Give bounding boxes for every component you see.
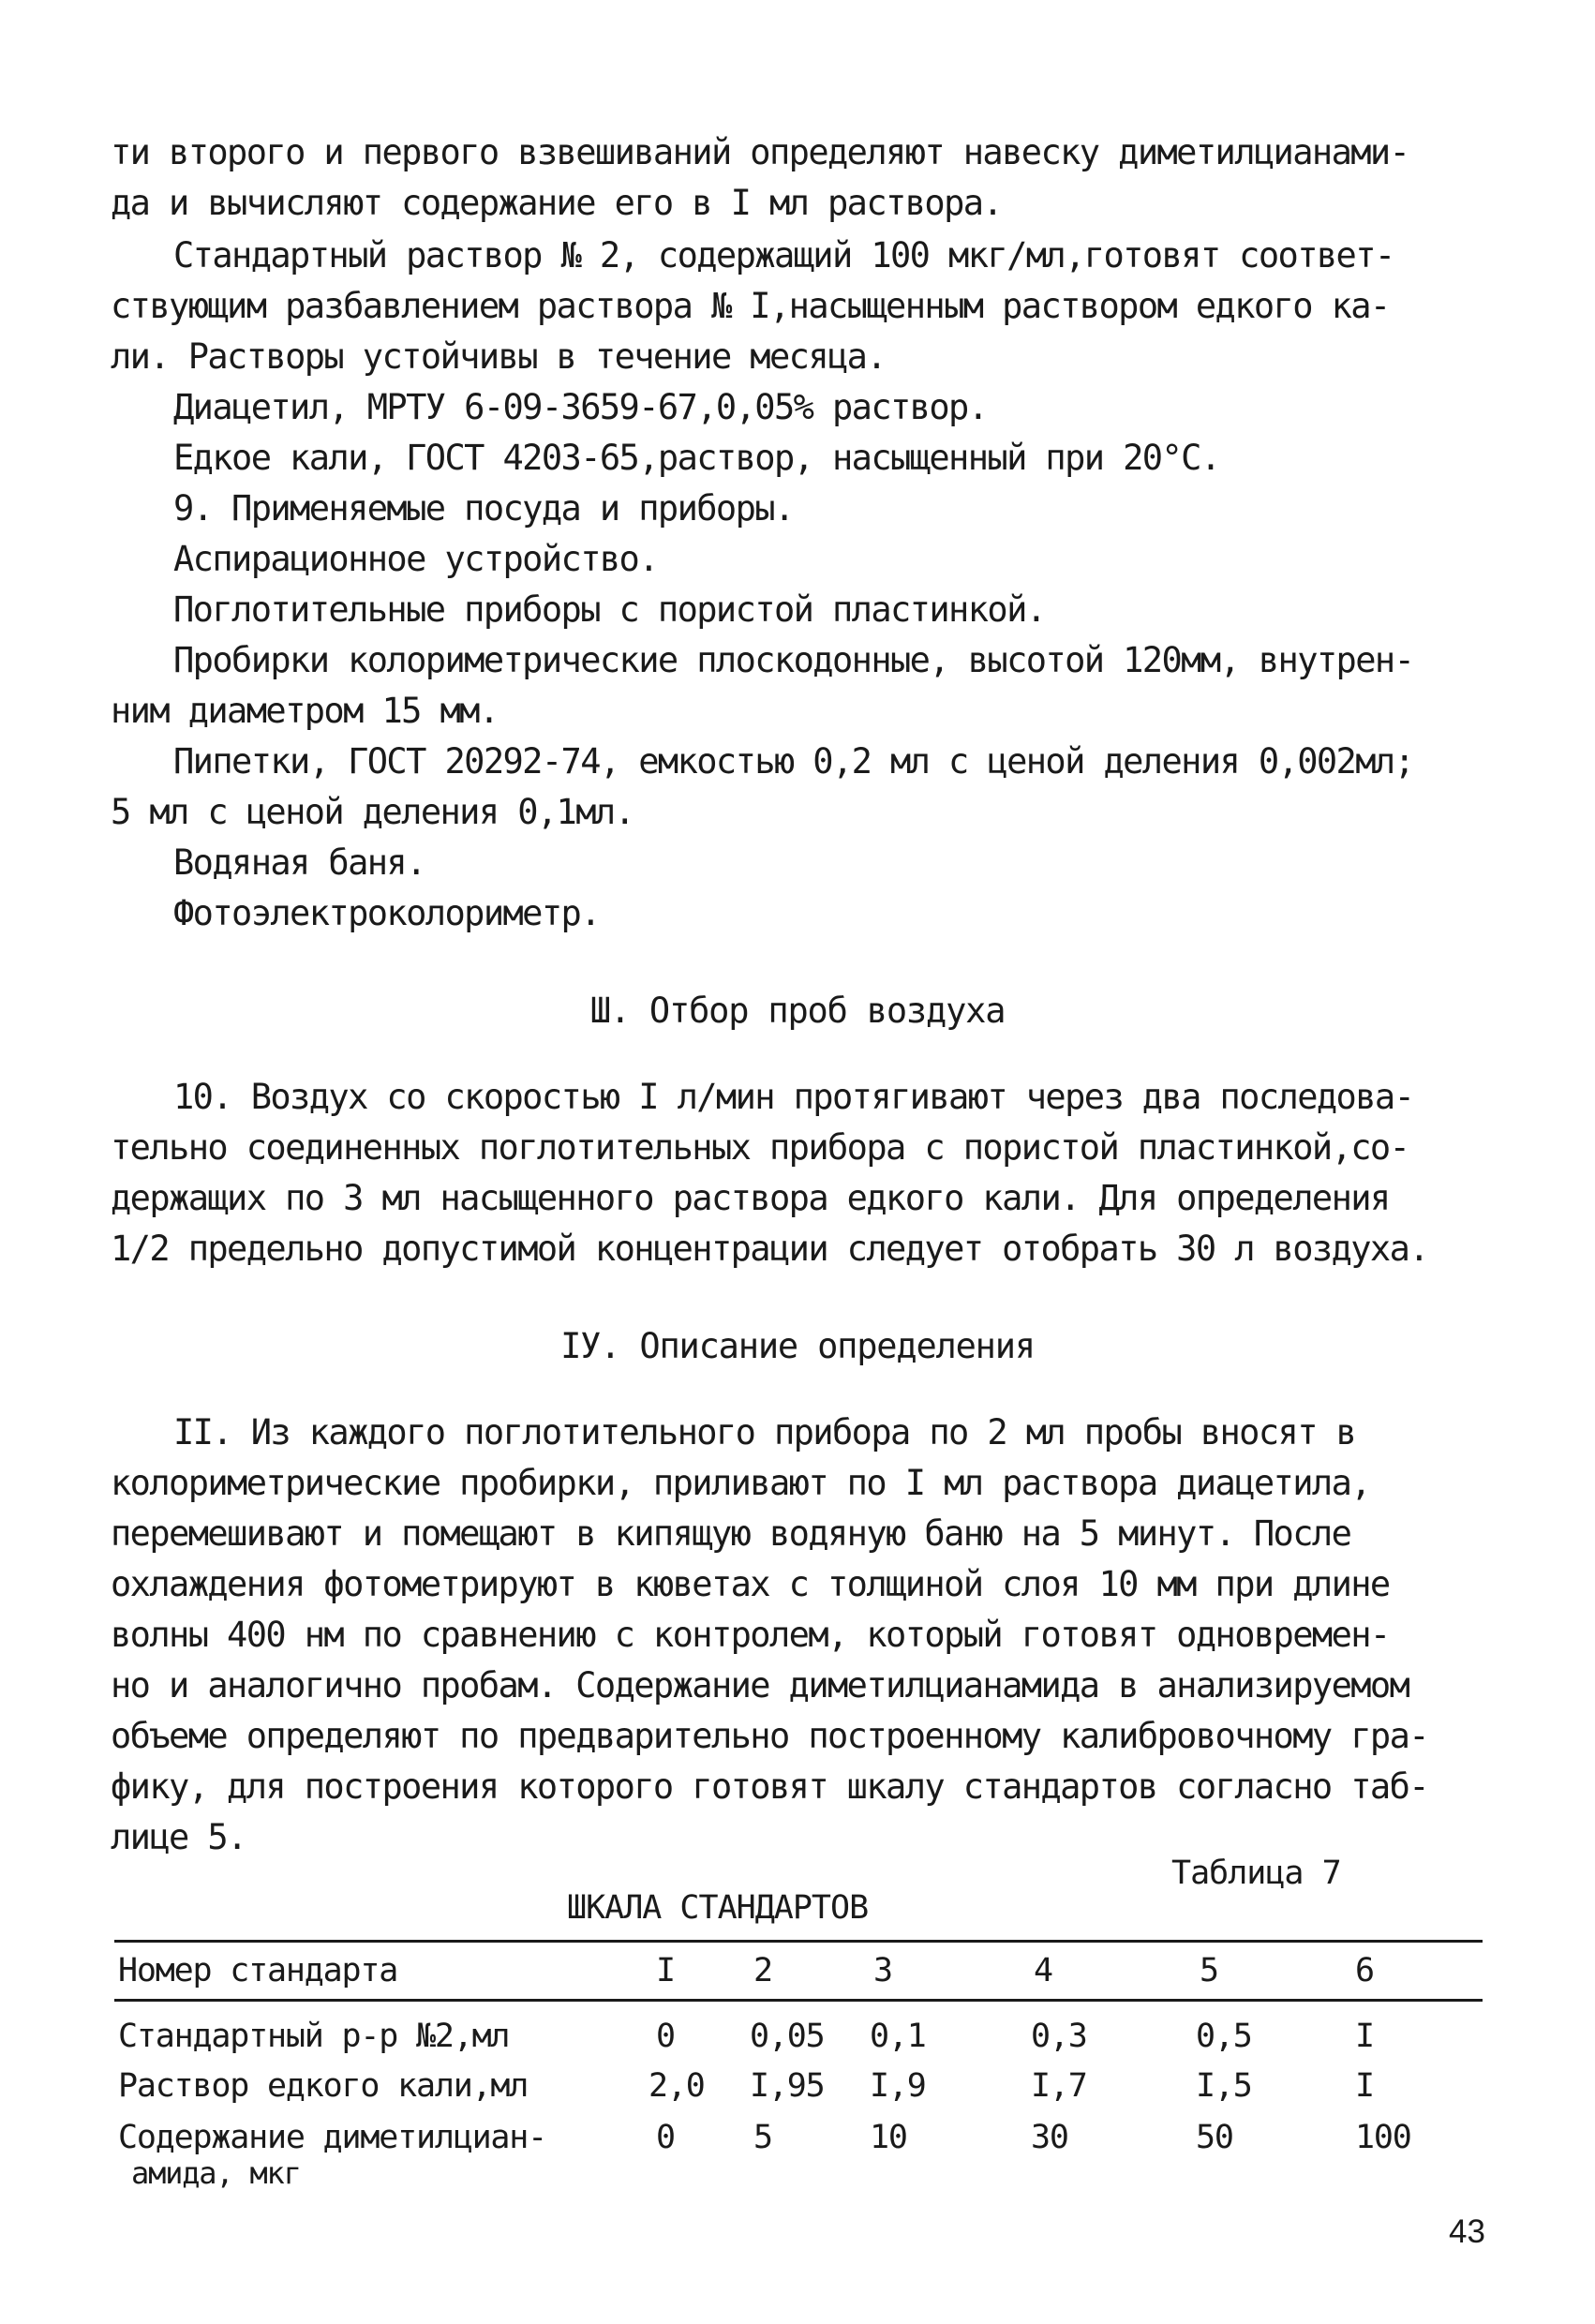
text-line: но и аналогично пробам. Содержание диметилцианамида в анализируемом [111,1665,1409,1706]
text-line: Диацетил, МРТУ 6-09-3659-67,0,05% раствор. [173,387,988,427]
text-line: лице 5. [111,1817,246,1857]
table-column-header: 4 [1034,1952,1052,1989]
table-top-rule [114,1940,1483,1943]
table-cell: I,95 [750,2067,825,2105]
text-line: ти второго и первого взвешиваний определяют навеску диметилцианами- [111,132,1409,172]
table-cell: 0 [656,2018,675,2055]
table-cell: 2,0 [648,2067,705,2105]
table-cell: 0,1 [870,2018,926,2055]
table-cell: 10 [870,2119,907,2156]
text-line: колориметрические пробирки, приливают по I мл раствора диацетила, [111,1463,1370,1503]
text-line: перемешивают и помещают в кипящую водяную баню на 5 минут. После [111,1513,1351,1554]
table-column-header: 5 [1200,1952,1218,1989]
table-cell: 0,3 [1031,2018,1087,2055]
text-line: ли. Растворы устойчивы в течение месяца. [111,336,887,377]
text-line: фику, для построения которого готовят шкалу стандартов согласно таб- [111,1766,1428,1807]
table-cell: I,7 [1031,2067,1087,2105]
table-cell: 5 [753,2119,772,2156]
text-line: Пробирки колориметрические плоскодонные, высотой 120мм, внутрен- [173,640,1414,680]
section-heading: IУ. Описание определения [560,1326,1035,1366]
table-column-header: 6 [1355,1952,1374,1989]
page-number: 43 [1449,2213,1485,2250]
text-line: Поглотительные приборы с пористой пластинкой. [173,589,1046,630]
table-row-label: Содержание диметилциан- [118,2119,547,2156]
text-line: волны 400 нм по сравнению с контролем, который готовят одновремен- [111,1615,1390,1655]
text-line: охлаждения фотометрируют в кюветах с толщиной слоя 10 мм при длине [111,1564,1390,1604]
table-cell: 0,05 [750,2018,825,2055]
table-column-header: I [656,1952,675,1989]
table-cell: I,5 [1196,2067,1252,2105]
table-row-label-continuation: амида, мкг [131,2155,301,2191]
text-line: тельно соединенных поглотительных прибора с пористой пластинкой,со- [111,1127,1409,1168]
text-line: II. Из каждого поглотительного прибора по 2 мл пробы вносят в [173,1412,1356,1452]
table-cell: I [1355,2018,1374,2055]
table-column-header: 2 [753,1952,772,1989]
text-line: 10. Воздух со скоростью I л/мин протягивают через два последова- [173,1077,1414,1117]
table-row-label: Раствор едкого кали,мл [118,2067,529,2105]
table-cell: I,9 [870,2067,926,2105]
text-line: Аспирационное устройство. [173,539,658,579]
text-line: Едкое кали, ГОСТ 4203-65,раствор, насыщенный при 20°С. [173,438,1220,478]
text-line: ним диаметром 15 мм. [111,691,499,731]
table-cell: 0 [656,2119,675,2156]
table-label: Таблица 7 [1171,1855,1341,1892]
section-heading: Ш. Отбор проб воздуха [589,991,1006,1031]
table-column-header: 3 [873,1952,892,1989]
table-row-label: Стандартный р-р №2,мл [118,2018,510,2055]
table-title: ШКАЛА СТАНДАРТОВ [567,1889,869,1927]
text-line: объеме определяют по предварительно построенному калибровочному гра- [111,1716,1428,1756]
text-line: 5 мл с ценой деления 0,1мл. [111,792,634,832]
table-header-rule [114,1999,1483,2002]
text-line: да и вычисляют содержание его в I мл раствора. [111,183,1003,223]
table-cell: I [1355,2067,1374,2105]
text-line: Фотоэлектроколориметр. [173,893,600,933]
table-header-label: Номер стандарта [118,1952,398,1989]
table-cell: 100 [1355,2119,1411,2156]
text-line: ствующим разбавлением раствора № I,насыщенным раствором едкого ка- [111,286,1390,326]
table-cell: 0,5 [1196,2018,1252,2055]
text-line: Водяная баня. [173,842,425,883]
text-line: 9. Применяемые посуда и приборы. [173,488,794,529]
table-cell: 30 [1031,2119,1068,2156]
text-line: держащих по 3 мл насыщенного раствора едкого кали. Для определения [111,1178,1390,1218]
text-line: 1/2 предельно допустимой концентрации следует отобрать 30 л воздуха. [111,1229,1428,1269]
table-cell: 50 [1196,2119,1233,2156]
text-line: Пипетки, ГОСТ 20292-74, емкостью 0,2 мл с ценой деления 0,002мл; [173,741,1414,782]
text-line: Стандартный раствор № 2, содержащий 100 мкг/мл,готовят соответ- [173,235,1394,276]
